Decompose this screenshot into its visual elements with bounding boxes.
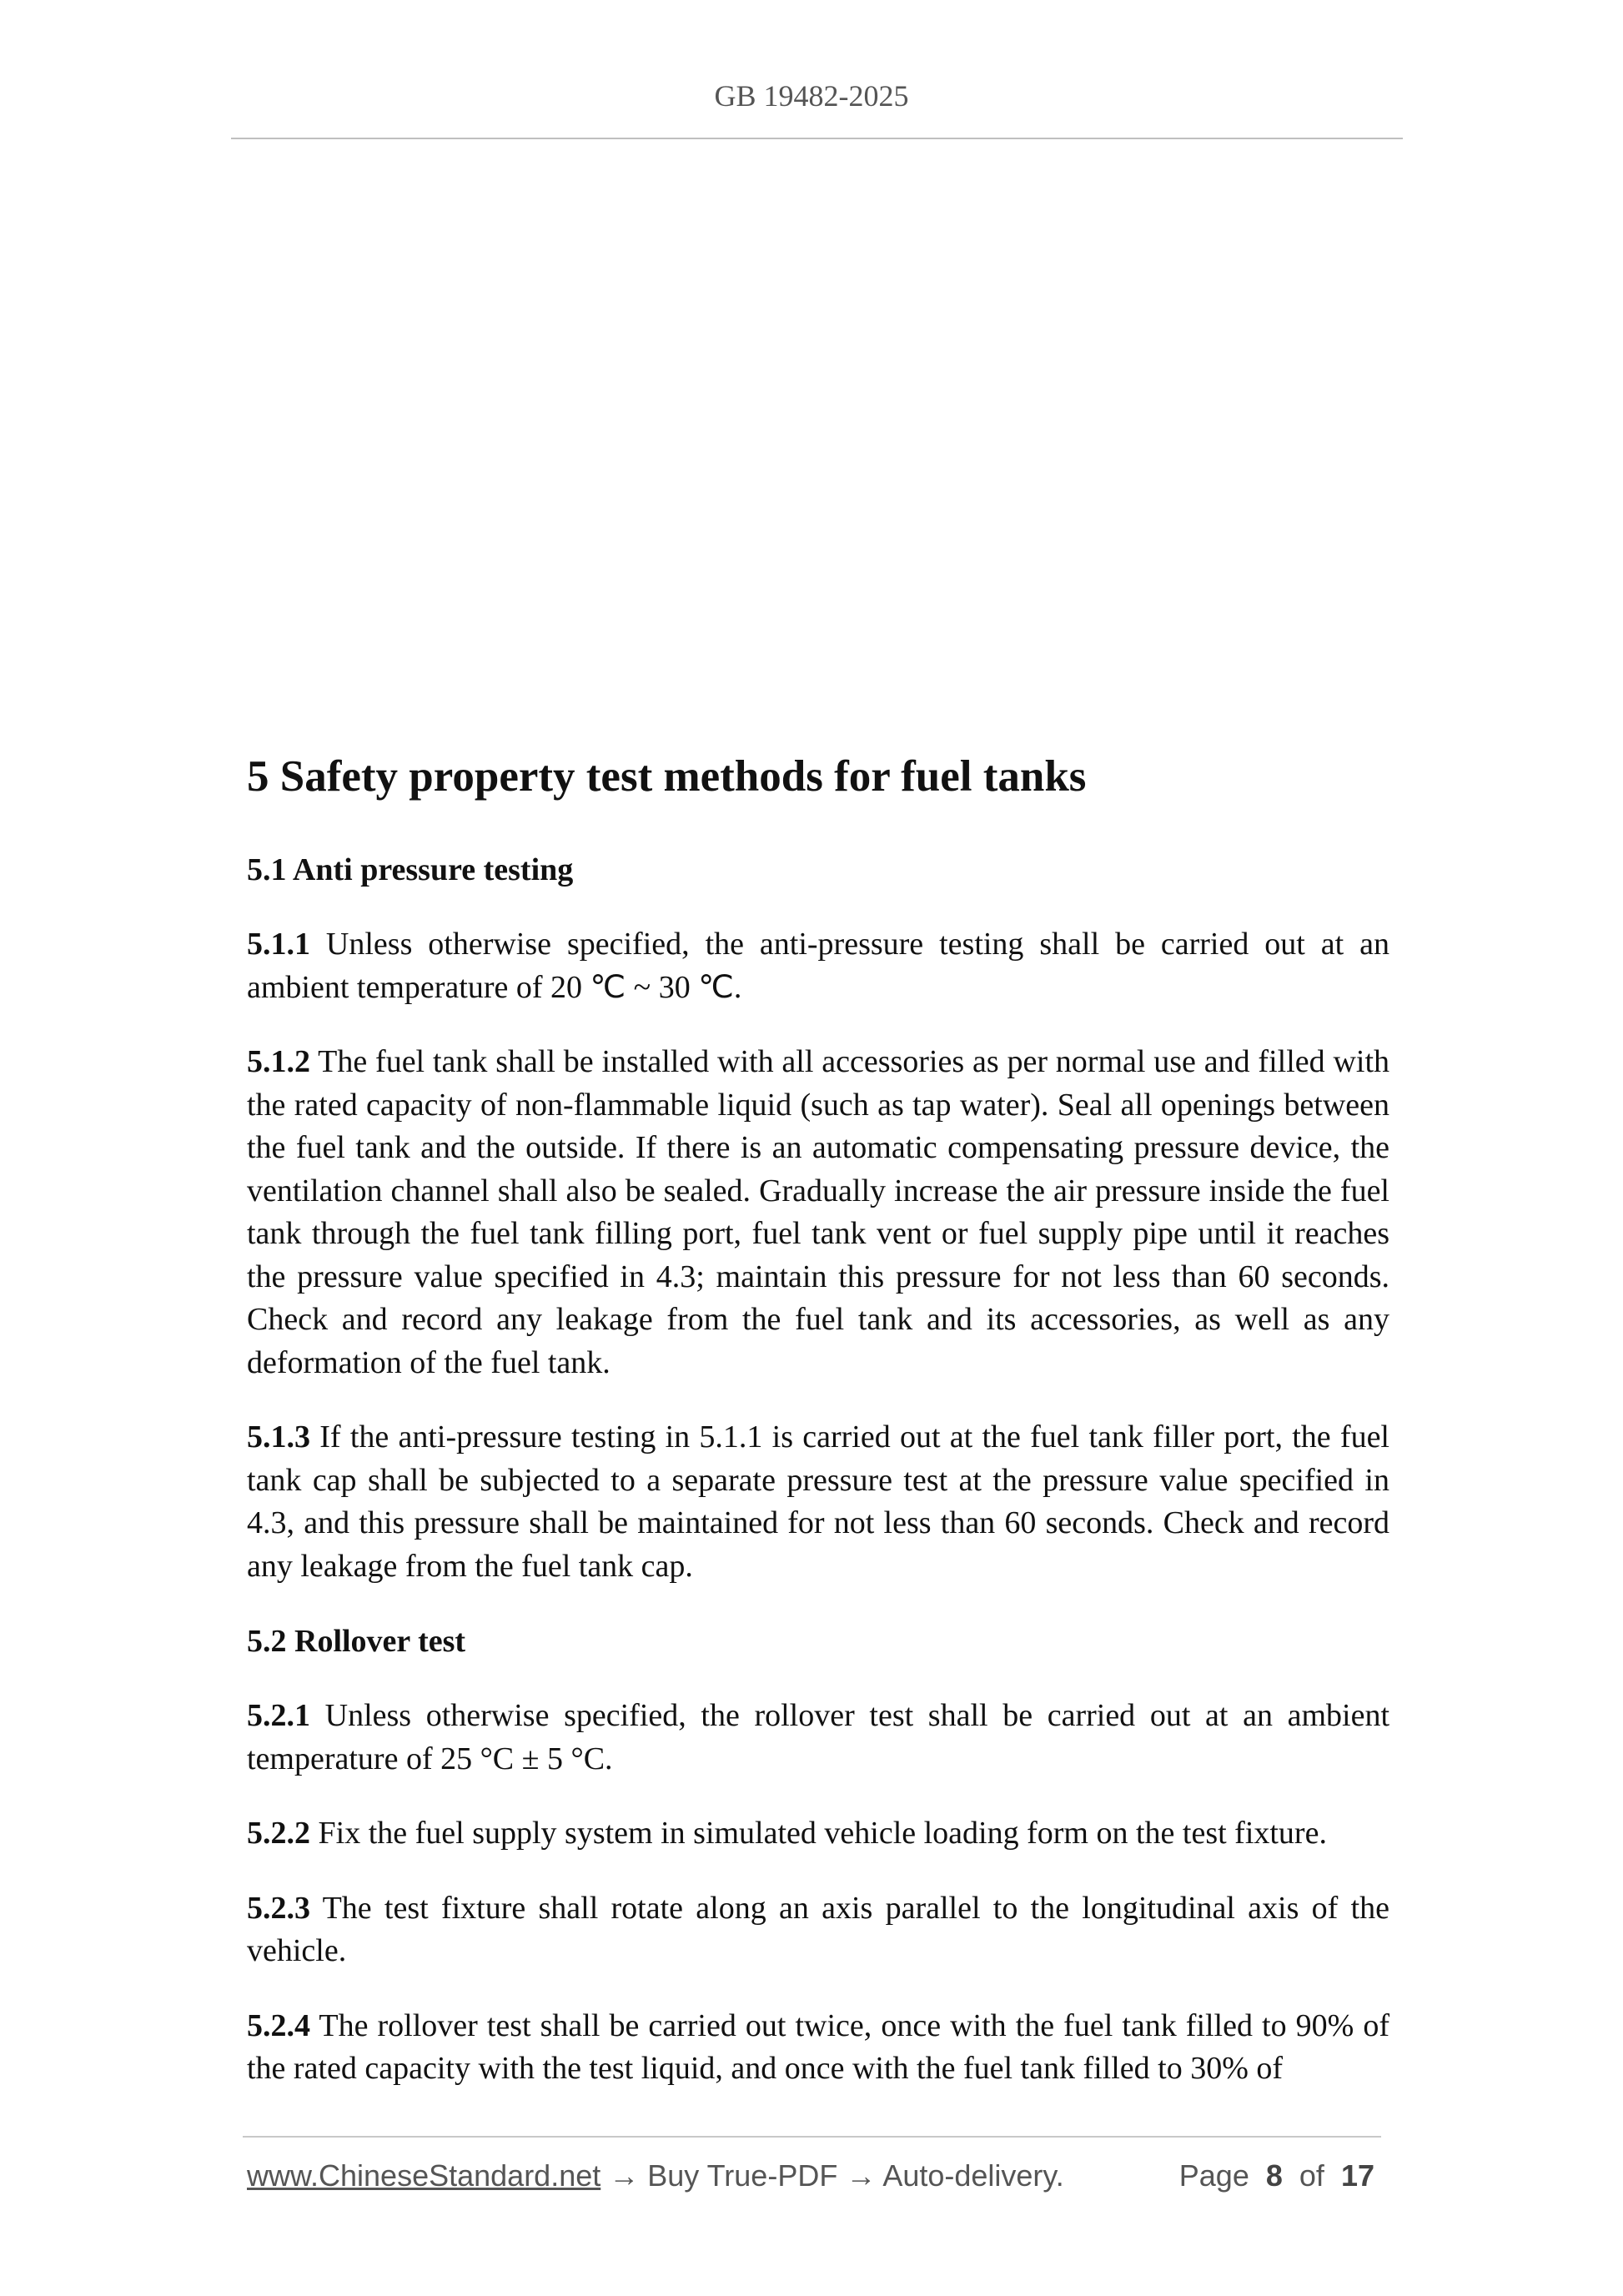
clause-text: The test fixture shall rotate along an axis parallel to the longitudinal axis of the vehicle. — [247, 1890, 1389, 1968]
of-label: of — [1299, 2158, 1324, 2193]
clause-number: 5.2.3 — [247, 1890, 310, 1926]
clause-text: If the anti-pressure testing in 5.1.1 is carried out at the fuel tank filler port, the fuel tank cap shall be subjected to a separate pressure test at the pressure value specified in 4.3, and this pressure shall be maintained for not less than 60 seconds. Check and record any leakage from the fuel tank cap. — [247, 1419, 1389, 1584]
clause-5-1-3 — [247, 1416, 1389, 1588]
clause-text: The rollover test shall be carried out twice, once with the fuel tank filled to 90% of the rated capacity with the test liquid, and once with the fuel tank filled to 30% of — [247, 2007, 1389, 2086]
clause-number: 5.1.2 — [247, 1044, 310, 1079]
clause-5-1-1 — [247, 923, 1389, 1009]
page-label: Page — [1178, 2158, 1249, 2193]
clause-5-2-4 — [247, 2005, 1389, 2091]
clause-number: 5.1.3 — [247, 1419, 310, 1454]
footer-tagline: → Buy True-PDF → Auto-delivery. — [600, 2158, 1064, 2193]
clause-5-2-3 — [247, 1887, 1389, 1973]
page-header: GB 19482-2025 — [714, 79, 909, 113]
section-title: 5 Safety property test methods for fuel tanks — [247, 752, 1087, 801]
page-indicator — [1179, 2158, 1374, 2193]
clause-text: Unless otherwise specified, the anti-pressure testing shall be carried out at an ambient temperature of 20 ℃ ~ 30 ℃. — [247, 927, 1389, 1005]
subsection-title-5-2: 5.2 Rollover test — [247, 1624, 466, 1659]
clause-number: 5.2.4 — [247, 2007, 310, 2043]
clause-text: Fix the fuel supply system in simulated vehicle loading form on the test fixture. — [310, 1816, 1327, 1851]
page-footer — [247, 2158, 1381, 2205]
document-body — [247, 746, 1389, 2123]
clause-5-2-1 — [247, 1695, 1389, 1781]
subsection-title-5-1: 5.1 Anti pressure testing — [247, 852, 574, 887]
clause-text: Unless otherwise specified, the rollover test shall be carried out at an ambient temperature of 25 °C ± 5 °C. — [247, 1698, 1389, 1776]
clause-5-2-2 — [247, 1812, 1389, 1856]
website-link[interactable]: www.ChineseStandard.net — [247, 2158, 601, 2193]
clause-number: 5.1.1 — [247, 927, 310, 962]
footer-divider — [243, 2136, 1381, 2138]
clause-text: The fuel tank shall be installed with all accessories as per normal use and filled with the rated capacity of non-flammable liquid (such as tap water). Seal all openings between the fuel tank and the outside. If there is an automatic compensating pressure device, the ventilation channel shall also be sealed. Gradually increase the air pressure inside the fuel tank through the fuel tank filling port, fuel tank vent or fuel supply pipe until it reaches the pressure value specified in 4.3; maintain this pressure for not less than 60 seconds. Check and record any leakage from the fuel tank and its accessories, as well as any deformation of the fuel tank. — [247, 1044, 1389, 1380]
page-total: 17 — [1340, 2158, 1374, 2193]
clause-5-1-2 — [247, 1041, 1389, 1384]
header-divider — [231, 138, 1403, 139]
clause-number: 5.2.2 — [247, 1816, 310, 1851]
page-current: 8 — [1265, 2158, 1283, 2193]
footer-promo — [247, 2158, 1064, 2193]
clause-number: 5.2.1 — [247, 1698, 310, 1733]
